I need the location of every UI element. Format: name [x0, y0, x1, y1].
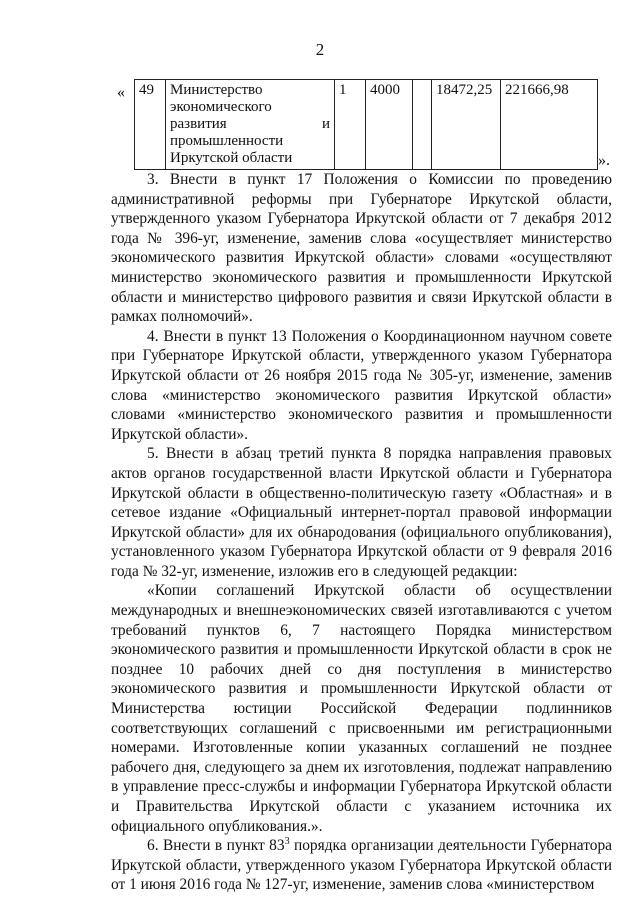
- cell-total: 221666,98: [501, 80, 598, 170]
- paragraph-4: 4. Внести в пункт 13 Положения о Координационном научном совете при Губернаторе Иркутской области, утвержденного указом Губернатора Иркутской области от 26 ноября 2015 года № 305-уг, изменение, заменив слова «министерство экономического развития Иркутской области» словами «министерство экономического развития и промышленности Иркутской области».: [111, 327, 612, 443]
- paragraph-6-superscript: 3: [284, 836, 290, 848]
- paragraph-6-rest: порядка организации деятельности Губернатора Иркутской области, утвержденного указом Губернатора Иркутской области от 1 июня 2016 года № 127-уг, изменение, заменив слова «министерством: [111, 837, 612, 894]
- paragraph-3: 3. Внести в пункт 17 Положения о Комиссии по проведению административной реформы при Губернаторе Иркутской области, утвержденного указом Губернатора Иркутской области от 7 декабря 2012 года № 396-уг, изменение, заменив слова «осуществляет министерство экономического развития Иркутской области» словами «осуществляют министерство экономического развития и промышленности Иркутской области и министерство цифрового развития и связи Иркутской области в рамках полномочий».: [111, 171, 612, 326]
- ministry-name-word: развития: [170, 116, 227, 132]
- paragraph-6-start: 6. Внести в пункт 83: [147, 837, 285, 855]
- ministry-name-line: Министерство: [170, 82, 263, 98]
- ministry-name-line: Иркутской области: [170, 150, 293, 166]
- paragraph-5: 5. Внести в абзац третий пункта 8 порядка направления правовых актов органов государственной власти Иркутской области и Губернатора Иркутской области в общественно-политическую газету «Областная» и в сетевое издание «Официальный интернет-портал правовой информации Иркутской области» для их обнародования (официального опубликования), установленного указом Губернатора Иркутской области от 9 февраля 2016 года № 32-уг, изменение, изложив его в следующей редакции:: [111, 445, 612, 580]
- ministry-name-line: [170, 116, 330, 133]
- cell-ministry-name: [166, 80, 335, 170]
- ministry-name-line: промышленности: [170, 133, 284, 149]
- page-number: 2: [315, 40, 325, 59]
- table-quote-open: «: [117, 84, 125, 101]
- cell-value-4000: 4000: [366, 80, 413, 170]
- paragraph-5-quote: «Копии соглашений Иркутской области об осуществлении международных и внешнеэкономических связей изготавливаются с учетом требований пунктов 6, 7 настоящего Порядка министерством экономического развития и промышленности Иркутской области в срок не позднее 10 рабочих дней со дня поступления в министерство экономического развития и промышленности Иркутской области от Министерства юстиции Российской Федерации подлинников соответствующих соглашений с присвоенными им регистрационными номерами. Изготовленные копии указанных соглашений не позднее рабочего дня, следующего за днем их изготовления, подлежат направлению в управление пресс-службы и информации Губернатора Иркутской области и Правительства Иркутской области с указанием источника их официального опубликования.».: [111, 582, 612, 835]
- cell-count: 1: [335, 80, 366, 170]
- ministry-name-line: экономического: [170, 99, 272, 115]
- document-body: [111, 170, 612, 895]
- table-quote-close: ».: [598, 152, 610, 169]
- ministry-name-word: и: [321, 116, 330, 132]
- table-row: [135, 80, 598, 170]
- paragraph-6: [111, 836, 612, 895]
- cell-amount: 18472,25: [432, 80, 501, 170]
- cell-row-number: 49: [135, 80, 166, 170]
- amendment-table: [134, 79, 598, 170]
- cell-empty: [413, 80, 432, 170]
